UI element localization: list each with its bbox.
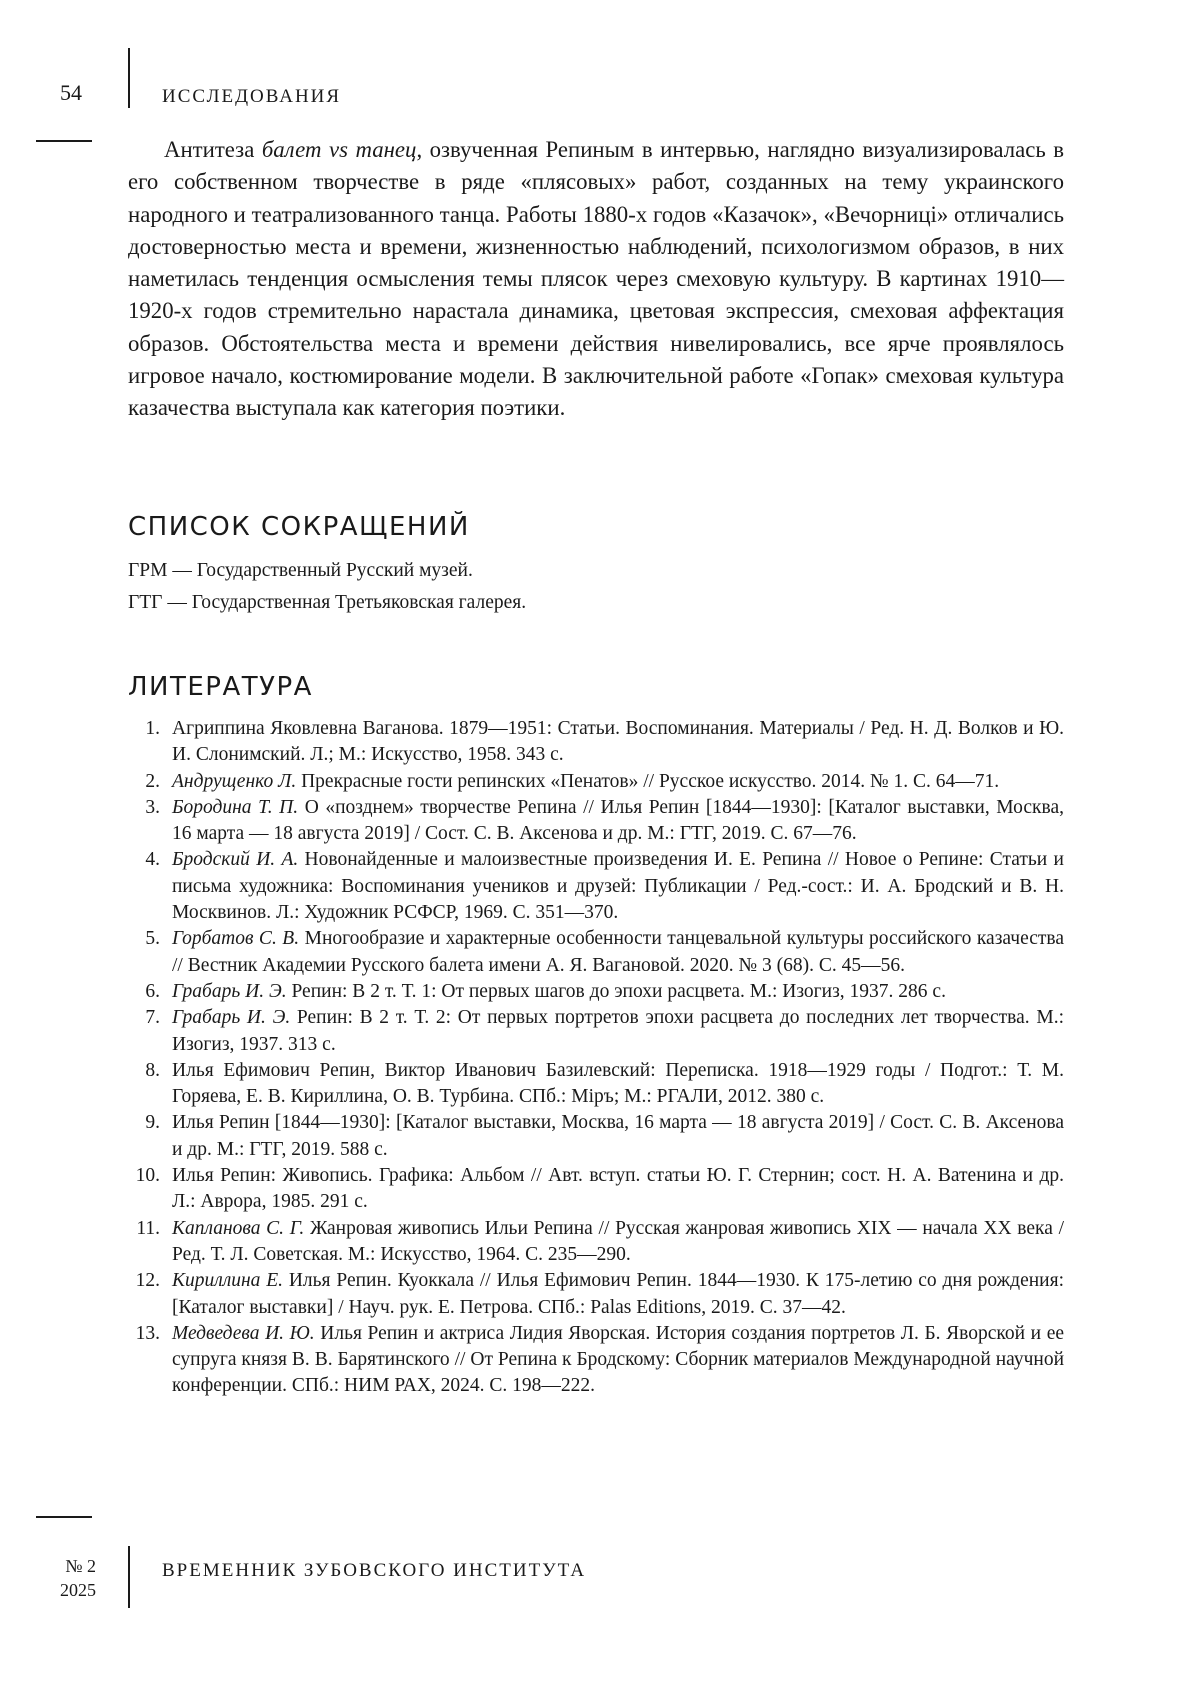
item-text: Прекрасные гости репинских «Пенатов» // Русское искусство. 2014. № 1. С. 64—71.: [296, 770, 1000, 792]
item-text: Илья Репин [1844—1930]: [Каталог выставки, Москва, 16 марта — 18 августа 2019] / Сост. С. В. Аксенова и др. М.: ГТГ, 2019. 588 с.: [172, 1112, 1064, 1160]
item-text: Новонайденные и малоизвестные произведения И. Е. Репина // Новое о Репине: Статьи и письма художника: Воспоминания учеников и друзей: Публикации / Ред.-сост.: И. А. Бродский и В. Н. Москвинов. Л.: Художник РСФСР, 1969. С. 351—370.: [172, 849, 1064, 924]
item-text: Илья Репин и актриса Лидия Яворская. История создания портретов Л. Б. Яворской и ее супруга князя В. В. Барятинского // От Репина к Бродскому: Сборник материалов Международной научной конференции. СПб.: НИМ РАХ, 2024. С. 198—222.: [172, 1322, 1064, 1397]
paragraph-emphasis: балет vs танец: [261, 137, 417, 162]
item-author: Медведева И. Ю.: [172, 1322, 315, 1344]
item-text: О «позднем» творчестве Репина // Илья Репин [1844—1930]: [Каталог выставки, Москва, 16 марта — 18 августа 2019] / Сост. С. В. Аксенова и др. М.: ГТГ, 2019. С. 67—76.: [172, 796, 1065, 845]
item-number: 2.: [145, 770, 160, 792]
item-text: Илья Репин. Куоккала // Илья Ефимович Репин. 1844—1930. К 175-летию со дня рождения: [Каталог выставки] / Науч. рук. Е. Петрова. СПб.: Palas Editions, 2019. С. 37—42.: [172, 1270, 1064, 1318]
issue-year: 2025: [60, 1580, 96, 1600]
item-author: Бородина Т. П.: [172, 796, 299, 818]
item-text: Многообразие и характерные особенности танцевальной культуры российского казачества // Вестник Академии Русского балета имени А. Я. Вагановой. 2020. № 3 (68). С. 45—56.: [172, 928, 1065, 976]
literature-item: [128, 795, 1064, 848]
item-author: Горбатов С. В.: [172, 928, 300, 950]
literature-title: ЛИТЕРАТУРА: [128, 672, 313, 702]
item-number: 5.: [145, 928, 160, 950]
literature-item: [128, 1005, 1064, 1058]
header-vertical-rule: [128, 48, 130, 108]
item-text: Агриппина Яковлевна Ваганова. 1879—1951: Статьи. Воспоминания. Материалы / Ред. Н. Д. Волков и Ю. И. Слонимский. Л.; М.: Искусство, 1958. 343 с.: [172, 718, 1064, 766]
footer-vertical-rule: [128, 1546, 130, 1608]
item-number: 9.: [145, 1112, 160, 1134]
item-text: Жанровая живопись Ильи Репина // Русская жанровая живопись XIX — начала XX века / Ред. Т. Л. Советская. М.: Искусство, 1964. С. 235—290.: [172, 1217, 1065, 1265]
literature-item: [128, 716, 1064, 769]
journal-title: ВРЕМЕННИК ЗУБОВСКОГО ИНСТИТУТА: [162, 1560, 587, 1581]
item-number: 4.: [145, 849, 160, 871]
item-number: 3.: [145, 796, 160, 818]
item-author: Грабарь И. Э.: [172, 1007, 291, 1029]
item-text: Илья Ефимович Репин, Виктор Иванович Базилевский: Переписка. 1918—1929 годы / Подгот.: Т. М. Горяева, Е. В. Кириллина, О. В. Турбина. СПб.: Міръ; М.: РГАЛИ, 2012. 380 с.: [172, 1059, 1064, 1108]
item-author: Грабарь И. Э.: [172, 980, 287, 1002]
literature-item: [128, 1163, 1064, 1216]
item-author: Кириллина Е.: [172, 1270, 284, 1292]
issue-number: № 2: [65, 1556, 96, 1576]
item-text: Илья Репин: Живопись. Графика: Альбом // Авт. вступ. статьи Ю. Г. Стернин; сост. Н. А. Ватенина и др. Л.: Аврора, 1985. 291 с.: [172, 1165, 1064, 1213]
literature-item: [128, 1216, 1064, 1269]
literature-list: [128, 716, 1064, 1400]
item-number: 12.: [135, 1270, 160, 1292]
literature-item: [128, 926, 1064, 979]
body-paragraph: [128, 134, 1064, 425]
item-text: Репин: В 2 т. Т. 1: От первых шагов до эпохи расцвета. М.: Изогиз, 1937. 286 с.: [286, 980, 946, 1002]
item-number: 13.: [135, 1322, 160, 1344]
page-number: 54: [60, 80, 82, 105]
item-author: Бродский И. А.: [172, 849, 299, 871]
item-text: Репин: В 2 т. Т. 2: От первых портретов эпохи расцвета до последних лет творчества. М.: Изогиз, 1937. 313 с.: [172, 1007, 1064, 1055]
item-number: 7.: [145, 1007, 160, 1029]
paragraph-main: , озвученная Репиным в интервью, наглядно визуализировалась в его собственном творчестве в ряде «плясовых» работ, созданных на тему украинского народного и театрализованного танца. Работы 1880-х годов «Казачок», «Вечорниці» отличались достоверностью места и времени, жизненностью наблюдений, психологизмом образов, в них наметилась тенденция осмысления темы плясок через смеховую культуру. В картинах 1910—1920-х годов стремительно нарастала динамика, цветовая экспрессия, смеховая аффектация образов. Обстоятельства места и времени действия нивелировались, все ярче проявлялось игровое начало, костюмирование модели. В заключительной работе «Гопак» смеховая культура казачества выступала как категория поэтики.: [128, 137, 1064, 421]
literature-item: [128, 847, 1064, 926]
literature-item: [128, 1058, 1064, 1111]
footer-horizontal-rule: [36, 1516, 92, 1518]
item-number: 10.: [135, 1165, 160, 1187]
item-number: 1.: [145, 718, 160, 739]
footer-issue: [56, 1554, 96, 1602]
literature-item: [128, 1321, 1064, 1400]
item-number: 8.: [145, 1059, 160, 1081]
running-head: ИССЛЕДОВАНИЯ: [162, 86, 342, 107]
item-number: 11.: [136, 1217, 160, 1239]
literature-item: [128, 769, 1064, 795]
header-horizontal-rule: [36, 140, 92, 142]
literature-item: [128, 979, 1064, 1005]
item-number: 6.: [145, 980, 160, 1002]
item-author: Капланова С. Г.: [172, 1217, 305, 1239]
abbreviation-item: ГРМ — Государственный Русский музей.: [128, 560, 473, 581]
literature-item: [128, 1268, 1064, 1321]
abbreviation-item: ГТГ — Государственная Третьяковская галерея.: [128, 592, 527, 613]
literature-item: [128, 1110, 1064, 1163]
paragraph-intro: Антитеза: [164, 137, 262, 162]
abbreviations-title: СПИСОК СОКРАЩЕНИЙ: [128, 512, 470, 542]
item-author: Андрущенко Л.: [172, 770, 297, 792]
